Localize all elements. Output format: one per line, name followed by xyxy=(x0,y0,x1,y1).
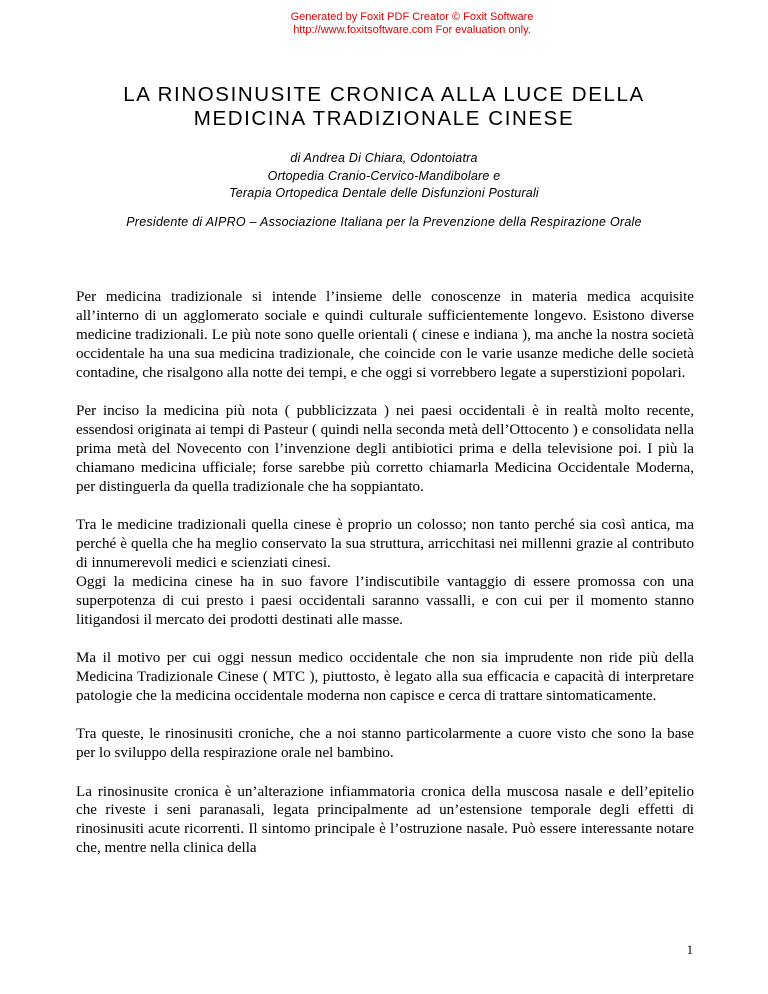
title-line-1: LA RINOSINUSITE CRONICA ALLA LUCE DELLA xyxy=(123,83,645,106)
watermark-line-1: Generated by Foxit PDF Creator © Foxit Software xyxy=(290,11,534,23)
pdf-creator-watermark xyxy=(0,11,768,37)
paragraph: Ma il motivo per cui oggi nessun medico occidentale che non sia imprudente non ride più della Medicina Tradizionale Cinese ( MTC ), piuttosto, è legato alla sua efficacia e capacità di interpretare patologie che la medicina occidentale moderna non capisce e cerca di trattare sintomaticamente. xyxy=(76,650,694,704)
article-body xyxy=(76,288,694,878)
paragraph: Tra le medicine tradizionali quella cinese è proprio un colosso; non tanto perché sia così antica, ma perché è quella che ha meglio conservato la sua struttura, arricchitasi nei millenni grazie al contributo di innumerevoli medici e scienziati cinesi. xyxy=(76,517,694,571)
president-line: Presidente di AIPRO – Associazione Italiana per la Prevenzione della Respirazione Orale xyxy=(126,215,642,229)
paragraph: Oggi la medicina cinese ha in suo favore l’indiscutibile vantaggio di essere promossa con una superpotenza di cui presto i paesi occidentali saranno vassalli, e con cui per il momento stanno litigandosi il mercato dei prodotti destinati alle masse. xyxy=(76,573,694,628)
author-line-3: Terapia Ortopedica Dentale delle Disfunzioni Posturali xyxy=(229,186,539,200)
page-number: 1 xyxy=(686,943,693,957)
watermark-line-2: http://www.foxitsoftware.com For evaluation only. xyxy=(293,24,531,36)
paragraph: Per inciso la medicina più nota ( pubblicizzata ) nei paesi occidentali è in realtà molto recente, essendosi originata ai tempi di Pasteur ( quindi nella seconda metà dell’Ottocento ) e consolidata nella prima metà del Novecento con l’invenzione degli antibiotici prima e della televisione poi. I più la chiamano medicina ufficiale; forse sarebbe più corretto chiamarla Medicina Occidentale Moderna, per distinguerla da quella tradizionale che ha soppiantato. xyxy=(76,403,694,495)
author-line-2: Ortopedia Cranio-Cervico-Mandibolare e xyxy=(267,168,501,183)
author-block xyxy=(0,150,768,203)
document-title xyxy=(0,83,768,131)
paragraph: La rinosinusite cronica è un’alterazione infiammatoria cronica della muscosa nasale e dell’epitelio che riveste i seni paranasali, legata principalmente ad un’estensione temporale degli effetti di rinosinusiti acute ricorrenti. Il sintomo principale è l’ostruzione nasale. Può essere interessante notare che, mentre nella clinica della xyxy=(76,783,694,857)
paragraph: Tra queste, le rinosinusiti croniche, che a noi stanno particolarmente a cuore visto che sono la base per lo sviluppo della respirazione orale nel bambino. xyxy=(76,726,694,762)
author-line-1: di Andrea Di Chiara, Odontoiatra xyxy=(290,151,478,165)
title-line-2: MEDICINA TRADIZIONALE CINESE xyxy=(193,107,575,130)
paragraph: Per medicina tradizionale si intende l’insieme delle conoscenze in materia medica acquisite all’interno di un agglomerato sociale e quindi culturale sufficientemente longevo. Esistono diverse medicine tradizionali. Le più note sono quelle orientali ( cinese e indiana ), ma anche la nostra società occidentale ha una sua medicina tradizionale, che coincide con le varie usanze mediche delle società contadine, che risalgono alla notte dei tempi, e che oggi si vorrebbero legate a superstizioni popolari. xyxy=(76,289,694,381)
